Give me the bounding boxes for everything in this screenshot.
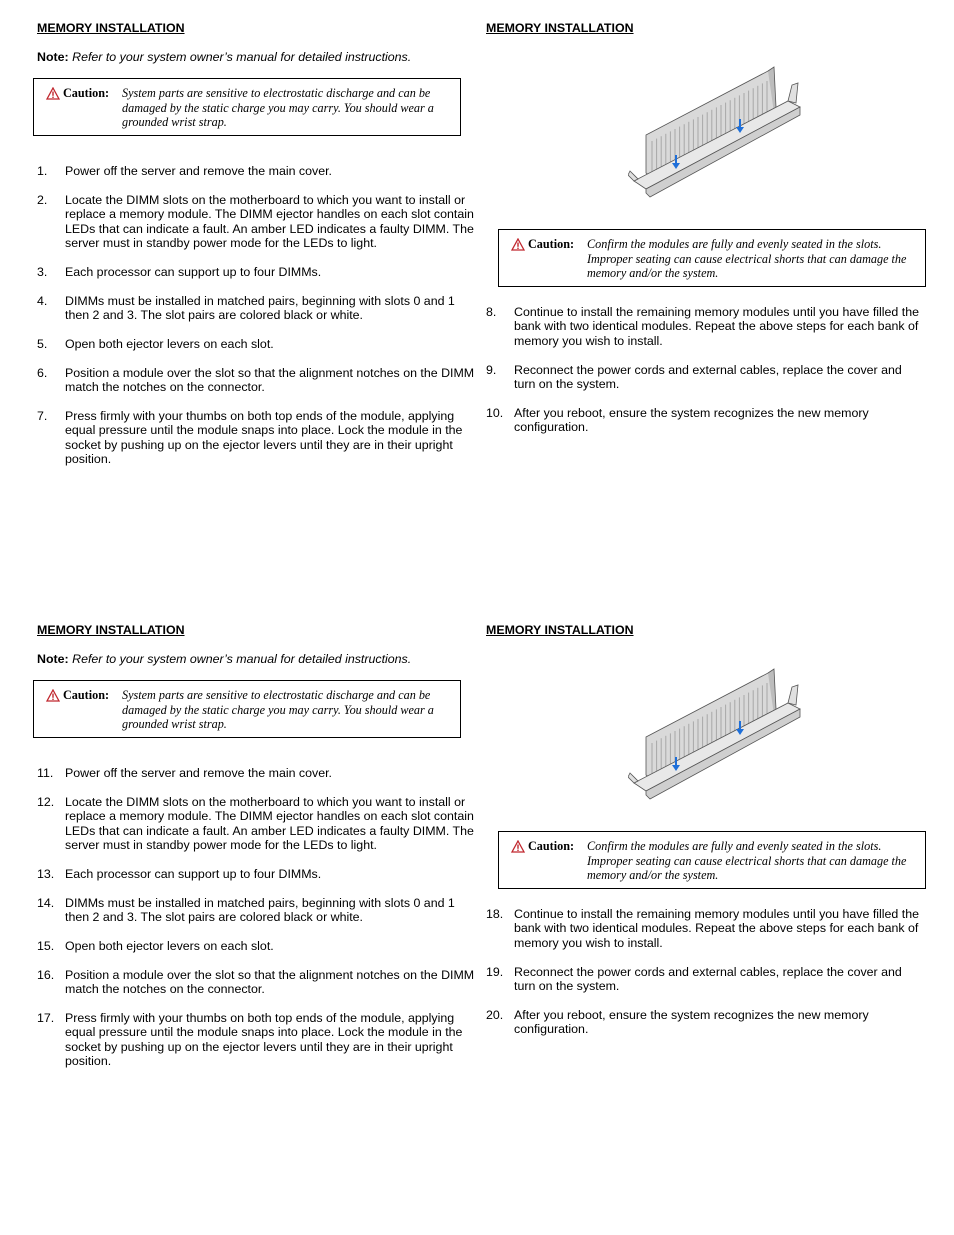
step-text: Position a module over the slot so that the alignment notches on the DIMM match the notches on the connector.: [65, 365, 475, 395]
step-item: [486, 1008, 926, 1037]
caution-text: System parts are sensitive to electrostatic discharge and can be damaged by the static charge you may carry. You should wear a grounded wrist strap.: [122, 86, 434, 129]
step-text: Power off the server and remove the main cover.: [65, 766, 332, 780]
caution-text: Confirm the modules are fully and evenly seated in the slots. Improper seating can cause electrical shorts that can damage the memory and/or the system.: [587, 237, 907, 280]
caution-label: Caution:: [511, 237, 574, 252]
step-item: [37, 968, 477, 997]
step-number: 1.: [37, 164, 48, 178]
caution-text: System parts are sensitive to electrostatic discharge and can be damaged by the static charge you may carry. You should wear a grounded wrist strap.: [122, 688, 434, 731]
steps-list: [486, 907, 926, 1051]
step-item: [486, 907, 926, 950]
step-text: Locate the DIMM slots on the motherboard to which you want to install or replace a memory module. The DIMM ejector handles on each slot contain LEDs that can indicate a fault. An amber LED indicates a faulty DIMM. The server must in standby power mode for the LEDs to light.: [65, 794, 474, 853]
step-item: [486, 965, 926, 994]
step-item: [37, 896, 477, 925]
step-text: Press firmly with your thumbs on both top ends of the module, applying equal pressure until the module snaps into place. Lock the module in the socket by pushing up on the ejector levers until they are in their upright position.: [65, 408, 463, 467]
caution-label: Caution:: [46, 688, 109, 703]
step-item: [37, 294, 477, 323]
esd-caution-box: [33, 78, 461, 136]
step-number: 9.: [486, 362, 497, 377]
step-text: Press firmly with your thumbs on both top ends of the module, applying equal pressure until the module snaps into place. Lock the module in the socket by pushing up on the ejector levers until they are in their upright position.: [65, 1010, 463, 1069]
section-heading: MEMORY INSTALLATION: [486, 623, 634, 637]
step-number: 6.: [37, 365, 48, 380]
step-text: Each processor can support up to four DIMMs.: [65, 866, 322, 881]
step-text: Continue to install the remaining memory modules until you have filled the bank with two identical modules. Repeat the above steps for each bank of memory you wish to install.: [514, 907, 919, 950]
step-number: 17.: [37, 1010, 55, 1025]
step-number: 2.: [37, 192, 48, 207]
step-number: 5.: [37, 336, 48, 351]
step-number: 16.: [37, 967, 55, 982]
step-number: 7.: [37, 408, 48, 423]
step-item: [486, 363, 926, 392]
step-number: 3.: [37, 264, 48, 279]
step-number: 15.: [37, 938, 55, 953]
steps-list: [37, 766, 477, 1083]
step-number: 4.: [37, 293, 48, 308]
step-text: DIMMs must be installed in matched pairs, beginning with slots 0 and 1 then 2 and 3. The slot pairs are colored black or white.: [65, 293, 455, 323]
step-text: Locate the DIMM slots on the motherboard to which you want to install or replace a memory module. The DIMM ejector handles on each slot contain LEDs that can indicate a fault. An amber LED indicates a faulty DIMM. The server must in standby power mode for the LEDs to light.: [65, 192, 474, 251]
step-item: [486, 305, 926, 348]
steps-list: [486, 305, 926, 449]
step-number: 14.: [37, 895, 55, 910]
step-text: Reconnect the power cords and external cables, replace the cover and turn on the system.: [514, 964, 902, 994]
caution-label: Caution:: [46, 86, 109, 101]
step-item: [37, 409, 477, 467]
step-text: Power off the server and remove the main cover.: [65, 164, 332, 178]
step-number: 12.: [37, 794, 55, 809]
section-heading: MEMORY INSTALLATION: [37, 21, 185, 35]
step-item: [37, 366, 477, 395]
step-item: [37, 939, 477, 953]
step-item: [37, 766, 477, 780]
step-number: 10.: [486, 405, 504, 420]
step-number: 19.: [486, 964, 504, 979]
note: [37, 652, 411, 666]
step-text: After you reboot, ensure the system recognizes the new memory configuration.: [514, 405, 869, 435]
dimm-installation-illustration: [628, 665, 848, 815]
step-number: 18.: [486, 907, 504, 921]
note-label: Note:: [37, 652, 69, 666]
step-text: Position a module over the slot so that the alignment notches on the DIMM match the notches on the connector.: [65, 967, 475, 997]
warning-triangle-icon: [511, 238, 525, 251]
step-number: 8.: [486, 305, 497, 319]
note-text: Refer to your system owner’s manual for detailed instructions.: [72, 50, 412, 64]
step-text: DIMMs must be installed in matched pairs, beginning with slots 0 and 1 then 2 and 3. The slot pairs are colored black or white.: [65, 895, 455, 925]
warning-triangle-icon: [511, 840, 525, 853]
step-item: [37, 867, 477, 881]
note-label: Note:: [37, 50, 69, 64]
step-text: Continue to install the remaining memory modules until you have filled the bank with two identical modules. Repeat the above steps for each bank of memory you wish to install.: [514, 305, 919, 348]
seating-caution-box: [498, 229, 926, 287]
warning-triangle-icon: [46, 689, 60, 702]
step-item: [37, 164, 477, 178]
step-item: [37, 795, 477, 853]
caution-text: Confirm the modules are fully and evenly seated in the slots. Improper seating can cause electrical shorts that can damage the memory and/or the system.: [587, 839, 907, 882]
step-item: [37, 193, 477, 251]
step-text: Open both ejector levers on each slot.: [65, 938, 274, 953]
step-item: [37, 337, 477, 351]
esd-caution-box: [33, 680, 461, 738]
step-number: 11.: [37, 766, 54, 780]
step-number: 13.: [37, 866, 55, 881]
warning-triangle-icon: [46, 87, 60, 100]
note: [37, 50, 411, 64]
step-text: Reconnect the power cords and external cables, replace the cover and turn on the system.: [514, 362, 902, 392]
section-heading: MEMORY INSTALLATION: [486, 21, 634, 35]
step-item: [486, 406, 926, 435]
step-number: 20.: [486, 1007, 504, 1022]
section-heading: MEMORY INSTALLATION: [37, 623, 185, 637]
step-text: Open both ejector levers on each slot.: [65, 336, 274, 351]
caution-label: Caution:: [511, 839, 574, 854]
step-text: Each processor can support up to four DIMMs.: [65, 264, 322, 279]
step-item: [37, 265, 477, 279]
steps-list: [37, 164, 477, 481]
dimm-installation-illustration: [628, 63, 848, 213]
note-text: Refer to your system owner’s manual for detailed instructions.: [72, 652, 412, 666]
step-text: After you reboot, ensure the system recognizes the new memory configuration.: [514, 1007, 869, 1037]
step-item: [37, 1011, 477, 1069]
seating-caution-box: [498, 831, 926, 889]
